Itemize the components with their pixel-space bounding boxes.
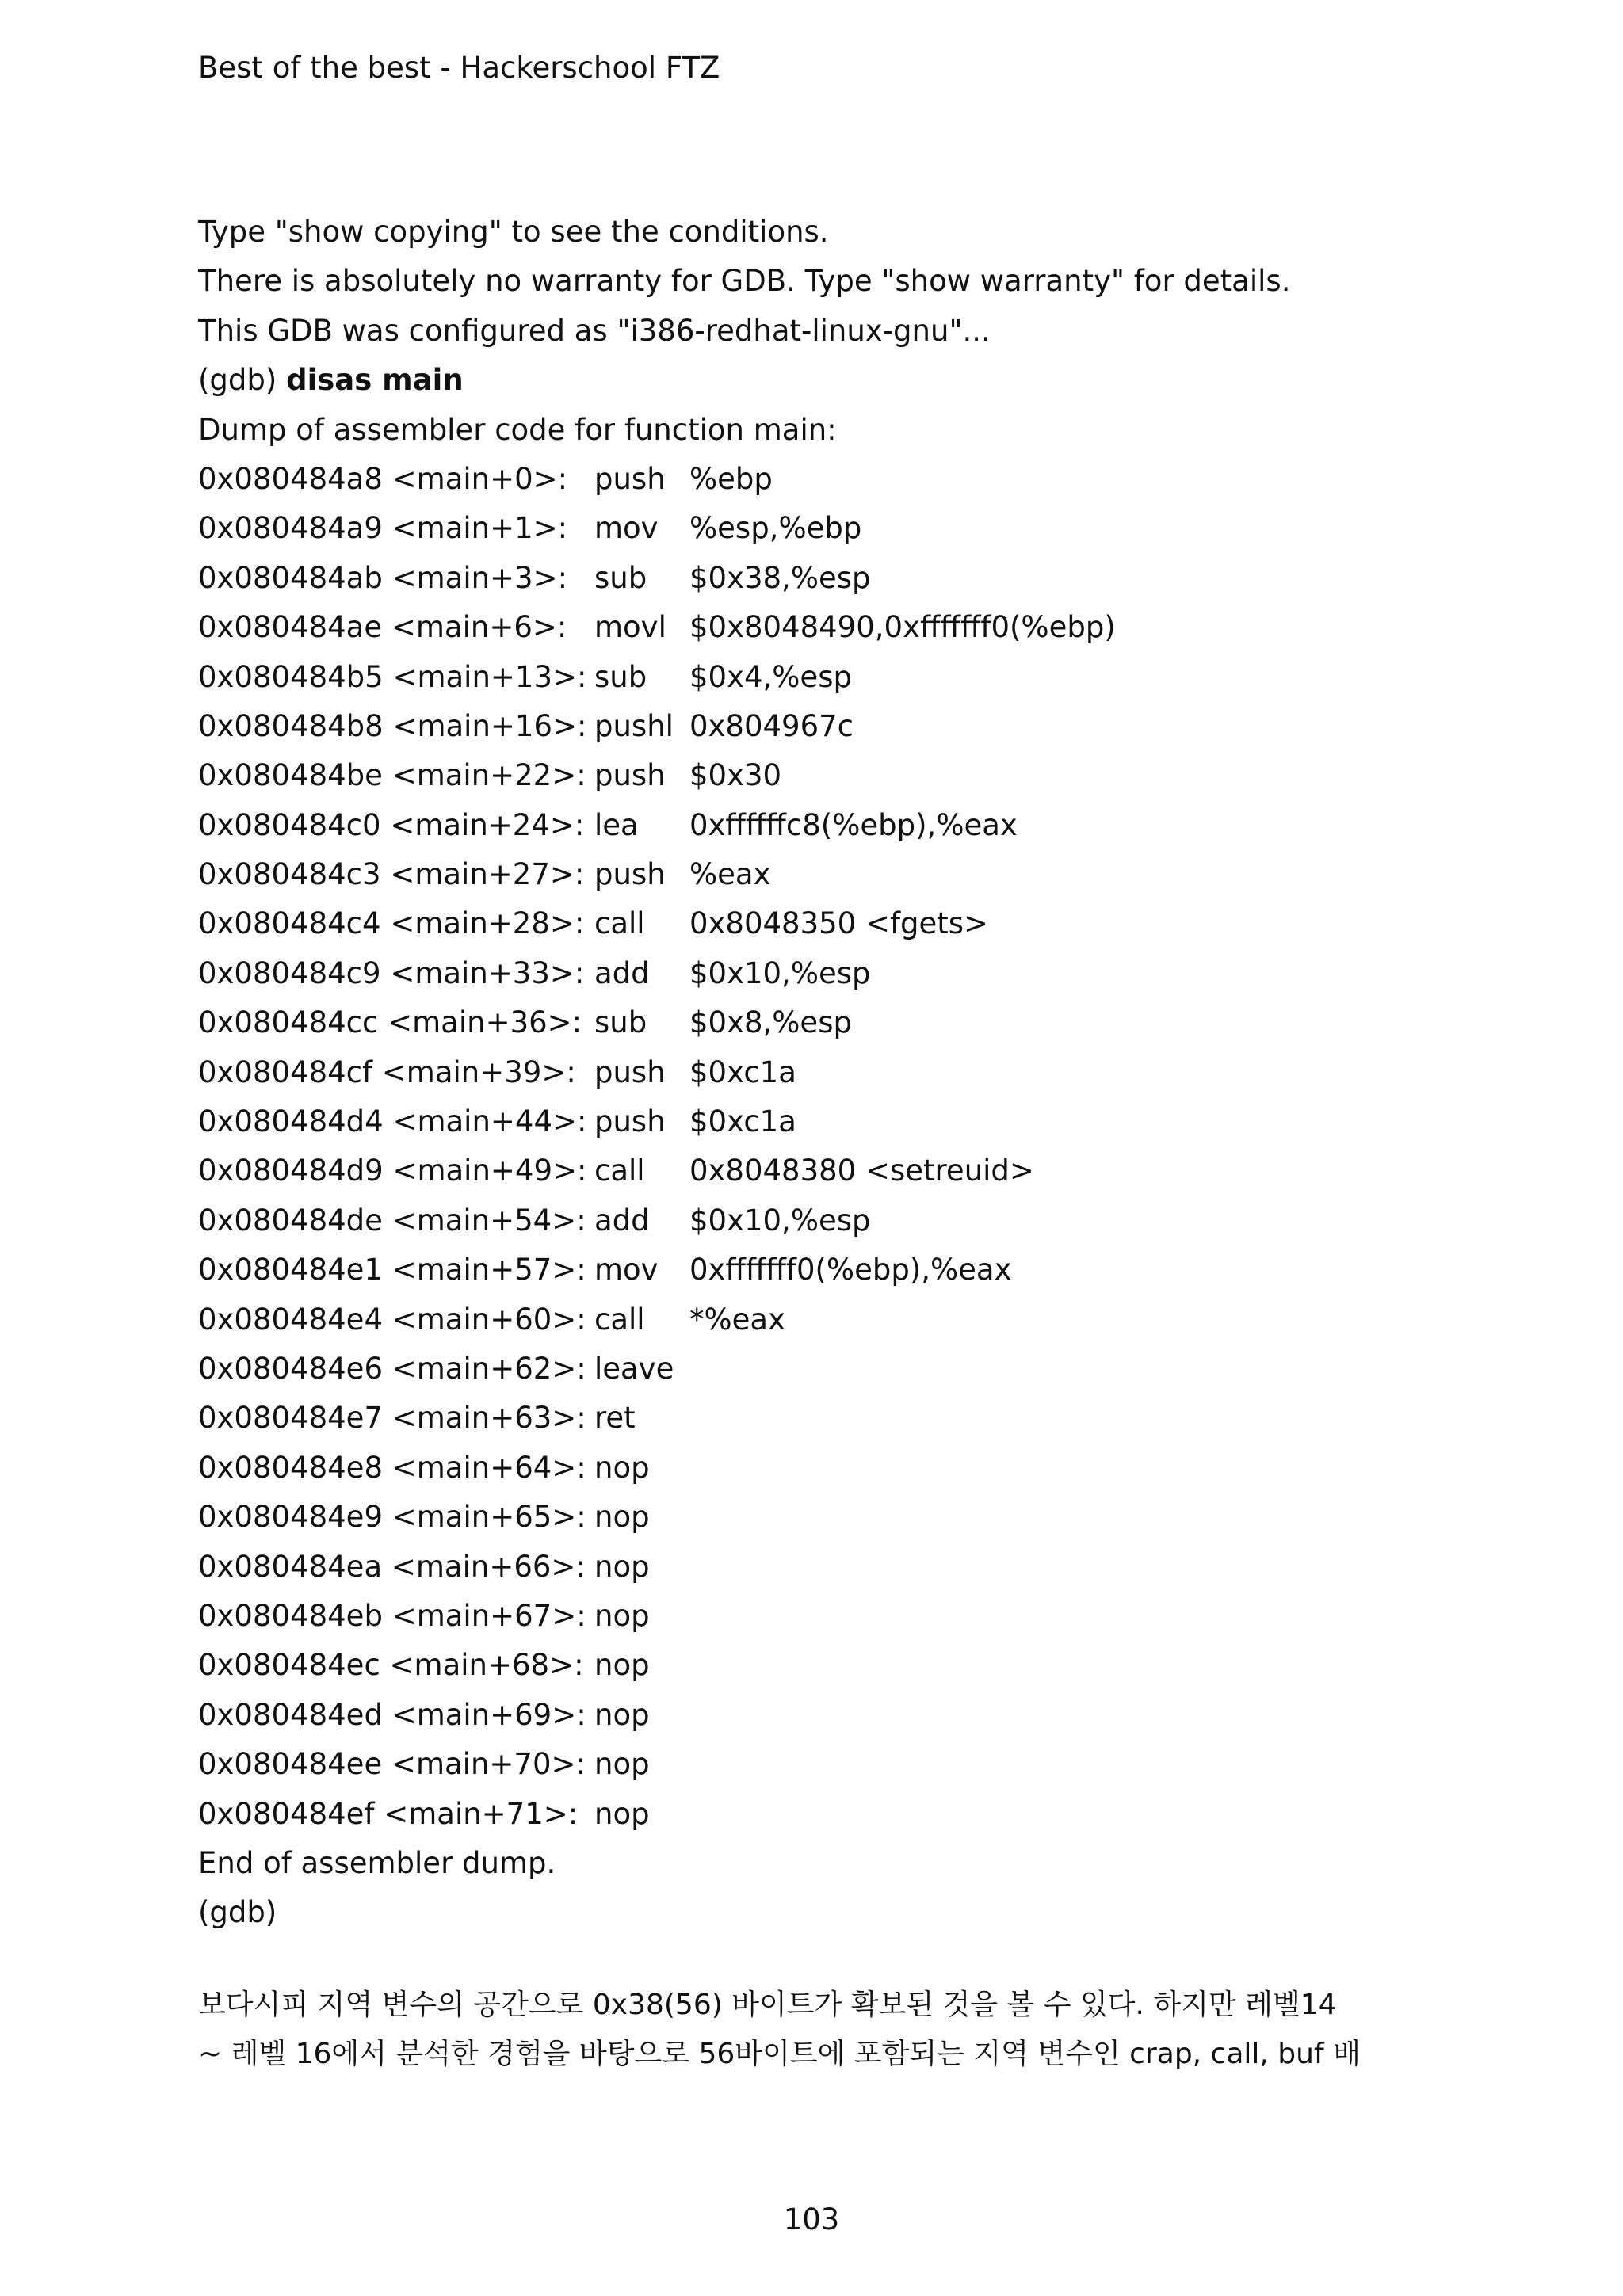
asm-row [198,1394,1434,1443]
asm-address: 0x080484ea <main+66>: [198,1549,586,1584]
asm-row [198,702,1434,751]
gdb-command: disas main [286,363,464,398]
asm-mnemonic: sub [594,1005,647,1040]
asm-row [198,1245,1434,1295]
assembler-listing [198,455,1434,1839]
page-number: 103 [783,2203,840,2237]
asm-address: 0x080484b5 <main+13>: [198,659,587,694]
asm-mnemonic: lea [594,807,639,842]
asm-row [198,1048,1434,1097]
gdb-session [198,208,1434,1938]
korean-paragraph [198,1981,1434,2079]
korean-line: ~ 레벨 16에서 분석한 경험을 바탕으로 56바이트에 포함되는 지역 변수인 crap, call, buf 배 [198,2038,1361,2070]
asm-address: 0x080484d4 <main+44>: [198,1104,587,1139]
asm-address: 0x080484cc <main+36>: [198,1005,582,1040]
asm-address: 0x080484e7 <main+63>: [198,1401,586,1436]
asm-row [198,949,1434,998]
gdb-prompt: (gdb) [198,363,287,398]
dump-footer: End of assembler dump. [198,1845,556,1880]
asm-operands: 0xffffffc8(%ebp),%eax [689,807,1018,842]
asm-address: 0x080484b8 <main+16>: [198,708,587,743]
intro-line: This GDB was configured as "i386-redhat-linux-gnu"... [198,313,991,348]
asm-row [198,1592,1434,1641]
asm-operands: $0xc1a [689,1055,796,1089]
asm-operands: $0x4,%esp [689,659,852,694]
asm-address: 0x080484d9 <main+49>: [198,1154,587,1188]
asm-mnemonic: pushl [594,708,674,743]
asm-mnemonic: nop [594,1796,650,1831]
asm-mnemonic: mov [594,1253,659,1287]
asm-row [198,850,1434,899]
asm-operands: 0x8048350 <fgets> [689,906,989,941]
gdb-final-prompt: (gdb) [198,1895,277,1930]
asm-operands: %ebp [689,461,773,496]
asm-address: 0x080484ae <main+6>: [198,610,567,645]
asm-row [198,554,1434,603]
asm-mnemonic: ret [594,1401,636,1436]
asm-operands: 0xfffffff0(%ebp),%eax [689,1253,1012,1287]
asm-address: 0x080484ee <main+70>: [198,1747,586,1782]
asm-mnemonic: nop [594,1549,650,1584]
asm-operands: $0x8,%esp [689,1005,852,1040]
asm-mnemonic: nop [594,1598,650,1633]
asm-row [198,1444,1434,1493]
asm-operands: *%eax [689,1302,785,1337]
asm-mnemonic: push [594,758,666,793]
asm-row [198,504,1434,553]
asm-mnemonic: call [594,906,645,941]
asm-mnemonic: mov [594,511,659,546]
asm-row [198,1691,1434,1740]
asm-address: 0x080484e4 <main+60>: [198,1302,586,1337]
asm-mnemonic: nop [594,1648,650,1683]
asm-address: 0x080484ed <main+69>: [198,1697,586,1732]
asm-row [198,1543,1434,1592]
asm-row [198,1641,1434,1690]
asm-row [198,1097,1434,1146]
asm-mnemonic: call [594,1154,645,1188]
asm-row [198,1344,1434,1394]
asm-mnemonic: nop [594,1450,650,1485]
asm-address: 0x080484c9 <main+33>: [198,955,585,990]
asm-address: 0x080484de <main+54>: [198,1203,586,1238]
asm-row [198,899,1434,948]
asm-operands: $0x10,%esp [689,955,871,990]
asm-address: 0x080484e9 <main+65>: [198,1500,586,1535]
asm-address: 0x080484c4 <main+28>: [198,906,585,941]
asm-row [198,1295,1434,1344]
asm-row [198,1740,1434,1789]
gdb-command-line [198,356,1434,405]
asm-address: 0x080484e8 <main+64>: [198,1450,586,1485]
asm-address: 0x080484be <main+22>: [198,758,586,793]
page-header: Best of the best - Hackerschool FTZ [198,51,720,85]
asm-address: 0x080484ab <main+3>: [198,560,568,595]
intro-line: There is absolutely no warranty for GDB. Type "show warranty" for details. [198,264,1291,299]
asm-mnemonic: push [594,1055,666,1089]
asm-operands: $0x10,%esp [689,1203,871,1238]
asm-row [198,801,1434,850]
asm-mnemonic: push [594,461,666,496]
asm-row [198,998,1434,1047]
asm-mnemonic: nop [594,1747,650,1782]
asm-row [198,653,1434,702]
asm-mnemonic: leave [594,1351,674,1386]
asm-mnemonic: add [594,1203,650,1238]
asm-operands: 0x804967c [689,708,854,743]
asm-mnemonic: nop [594,1500,650,1535]
asm-address: 0x080484cf <main+39>: [198,1055,576,1089]
asm-address: 0x080484ef <main+71>: [198,1796,579,1831]
asm-address: 0x080484a9 <main+1>: [198,511,568,546]
asm-mnemonic: sub [594,659,647,694]
intro-line: Type "show copying" to see the conditions. [198,215,829,249]
asm-mnemonic: push [594,1104,666,1139]
asm-operands: %eax [689,857,771,892]
dump-header: Dump of assembler code for function main: [198,412,837,447]
asm-address: 0x080484ec <main+68>: [198,1648,584,1683]
asm-mnemonic: call [594,1302,645,1337]
asm-operands: $0x30 [689,758,782,793]
asm-address: 0x080484e6 <main+62>: [198,1351,586,1386]
asm-mnemonic: push [594,857,666,892]
asm-mnemonic: sub [594,560,647,595]
asm-address: 0x080484a8 <main+0>: [198,461,568,496]
asm-row [198,1196,1434,1245]
asm-operands: $0x38,%esp [689,560,871,595]
asm-operands: %esp,%ebp [689,511,862,546]
asm-address: 0x080484c3 <main+27>: [198,857,585,892]
asm-address: 0x080484eb <main+67>: [198,1598,586,1633]
korean-line: 보다시피 지역 변수의 공간으로 0x38(56) 바이트가 확보된 것을 볼 수 있다. 하지만 레벨14 [198,1989,1337,2021]
asm-operands: $0x8048490,0xfffffff0(%ebp) [689,610,1116,645]
asm-address: 0x080484e1 <main+57>: [198,1253,586,1287]
asm-operands: $0xc1a [689,1104,796,1139]
asm-row [198,1146,1434,1196]
asm-mnemonic: add [594,955,650,990]
asm-mnemonic: nop [594,1697,650,1732]
asm-row [198,455,1434,504]
asm-row [198,1790,1434,1839]
asm-address: 0x080484c0 <main+24>: [198,807,585,842]
asm-row [198,1493,1434,1542]
asm-row [198,751,1434,800]
asm-operands: 0x8048380 <setreuid> [689,1154,1034,1188]
asm-row [198,603,1434,652]
asm-mnemonic: movl [594,610,666,645]
